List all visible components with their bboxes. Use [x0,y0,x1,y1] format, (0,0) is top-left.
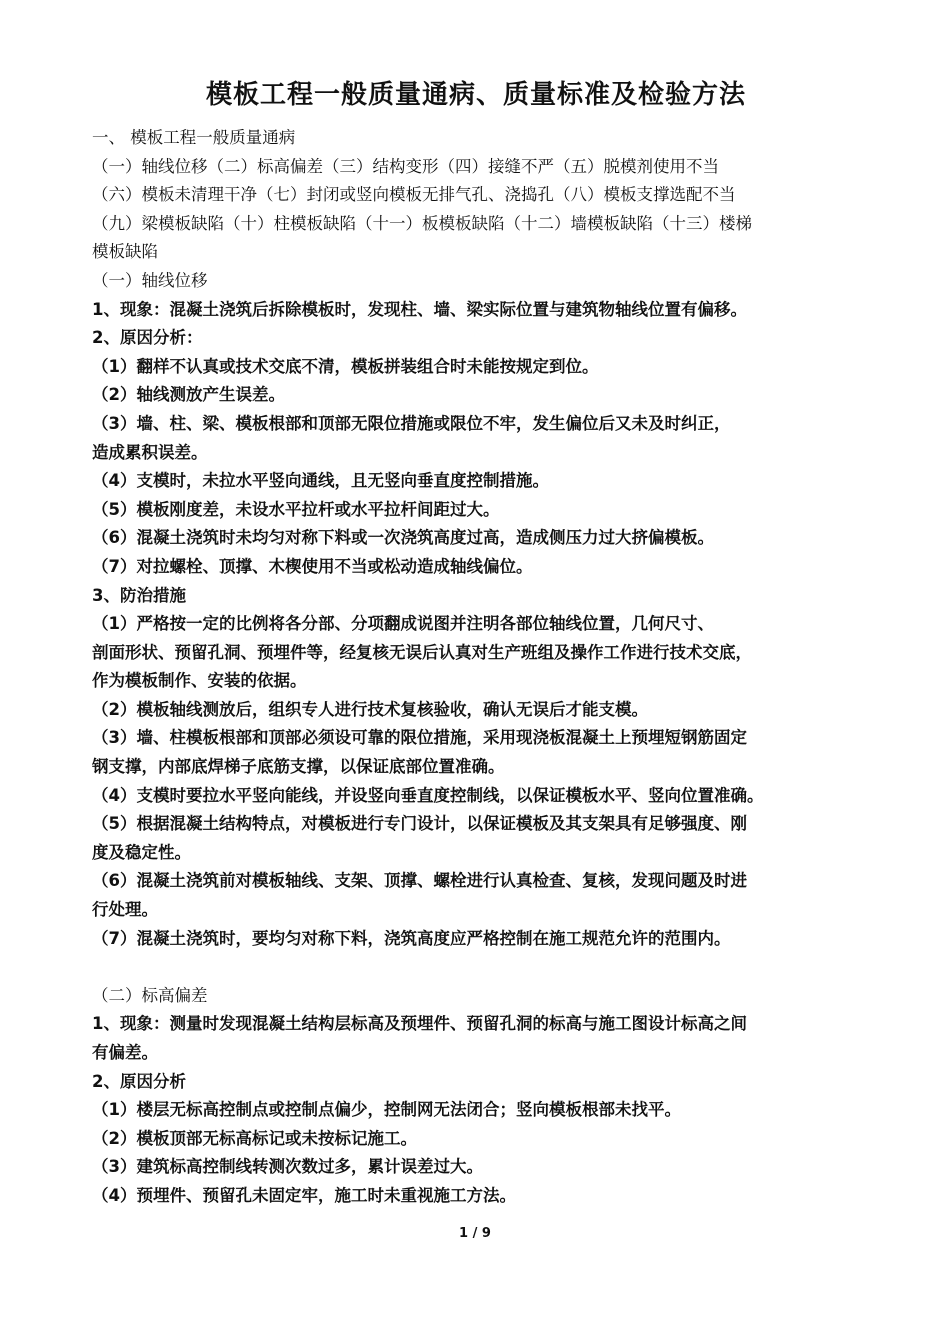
text-line: （7）混凝土浇筑时，要均匀对称下料，浇筑高度应严格控制在施工规范允许的范围内。 [92,928,731,948]
text-line: （二）标高偏差 [92,985,208,1005]
text-line: 剖面形状、预留孔洞、预埋件等，经复核无误后认真对生产班组及操作工作进行技术交底， [92,642,752,662]
text-line: （7）对拉螺栓、顶撑、木楔使用不当或松动造成轴线偏位。 [92,556,533,576]
text-line: 1、现象：混凝土浇筑后拆除模板时，发现柱、墙、梁实际位置与建筑物轴线位置有偏移。 [92,299,747,319]
text-line: （2）模板顶部无标高标记或未按标记施工。 [92,1128,417,1148]
blank-line [92,953,860,982]
text-line: （4）支模时要拉水平竖向能线，并设竖向垂直度控制线，以保证模板水平、竖向位置准确。 [92,785,764,805]
text-line: （一）轴线位移 [92,270,208,290]
text-line: （九）梁模板缺陷（十）柱模板缺陷（十一）板模板缺陷（十二）墙模板缺陷（十三）楼梯 [92,213,752,233]
text-line: 钢支撑，内部底焊梯子底筋支撑，以保证底部位置准确。 [92,757,505,777]
text-line: 一、 模板工程一般质量通病 [92,128,296,147]
text-line: （1）严格按一定的比例将各分部、分项翻成说图并注明各部位轴线位置，几何尺寸、 [92,614,714,634]
text-line: （3）建筑标高控制线转测次数过多，累计误差过大。 [92,1157,483,1177]
text-line: （5）模板刚度差，未设水平拉杆或水平拉杆间距过大。 [92,499,500,519]
text-line: 2、原因分析 [92,1071,186,1091]
text-line: 作为模板制作、安装的依据。 [92,671,307,691]
text-line: （4）预埋件、预留孔未固定牢，施工时未重视施工方法。 [92,1185,516,1205]
text-line: （六）模板未清理干净（七）封闭或竖向模板无排气孔、浇捣孔（八）模板支撑选配不当 [92,185,736,205]
text-line: 度及稳定性。 [92,842,191,862]
text-line: （4）支模时，未拉水平竖向通线，且无竖向垂直度控制措施。 [92,471,549,491]
document-page [92,70,860,1211]
text-line: 2、原因分析： [92,328,203,348]
text-line: 有偏差。 [92,1043,158,1062]
text-line: （一）轴线位移（二）标高偏差（三）结构变形（四）接缝不严（五）脱模剂使用不当 [92,156,719,176]
text-line: （3）墙、柱、梁、模板根部和顶部无限位措施或限位不牢，发生偏位后又未及时纠正， [92,413,731,433]
document-body [92,124,860,1211]
text-line: （2）轴线测放产生误差。 [92,385,285,405]
text-line: （6）混凝土浇筑时未均匀对称下料或一次浇筑高度过高，造成侧压力过大挤偏模板。 [92,528,714,548]
text-line: 3、防治措施 [92,585,186,605]
text-line: （1）翻样不认真或技术交底不清，模板拼装组合时未能按规定到位。 [92,356,599,376]
text-line: 行处理。 [92,900,158,920]
text-line: （3）墙、柱模板根部和顶部必须设可靠的限位措施，采用现浇板混凝土上预埋短钢筋固定 [92,728,747,748]
text-line: 1、现象：测量时发现混凝土结构层标高及预埋件、预留孔洞的标高与施工图设计标高之间 [92,1014,747,1034]
text-line: 造成累积误差。 [92,442,208,462]
text-line: 模板缺陷 [92,242,158,262]
text-line: （1）楼层无标高控制点或控制点偏少，控制网无法闭合；竖向模板根部未找平。 [92,1100,681,1120]
page-number: 1 / 9 [459,1226,491,1241]
document-title: 模板工程一般质量通病、质量标准及检验方法 [205,80,746,110]
text-line: （5）根据混凝土结构特点，对模板进行专门设计，以保证模板及其支架具有足够强度、刚 [92,814,747,834]
text-line: （6）混凝土浇筑前对模板轴线、支架、顶撑、螺栓进行认真检查、复核，发现问题及时进 [92,871,747,891]
text-line: （2）模板轴线测放后，组织专人进行技术复核验收，确认无误后才能支模。 [92,699,648,719]
